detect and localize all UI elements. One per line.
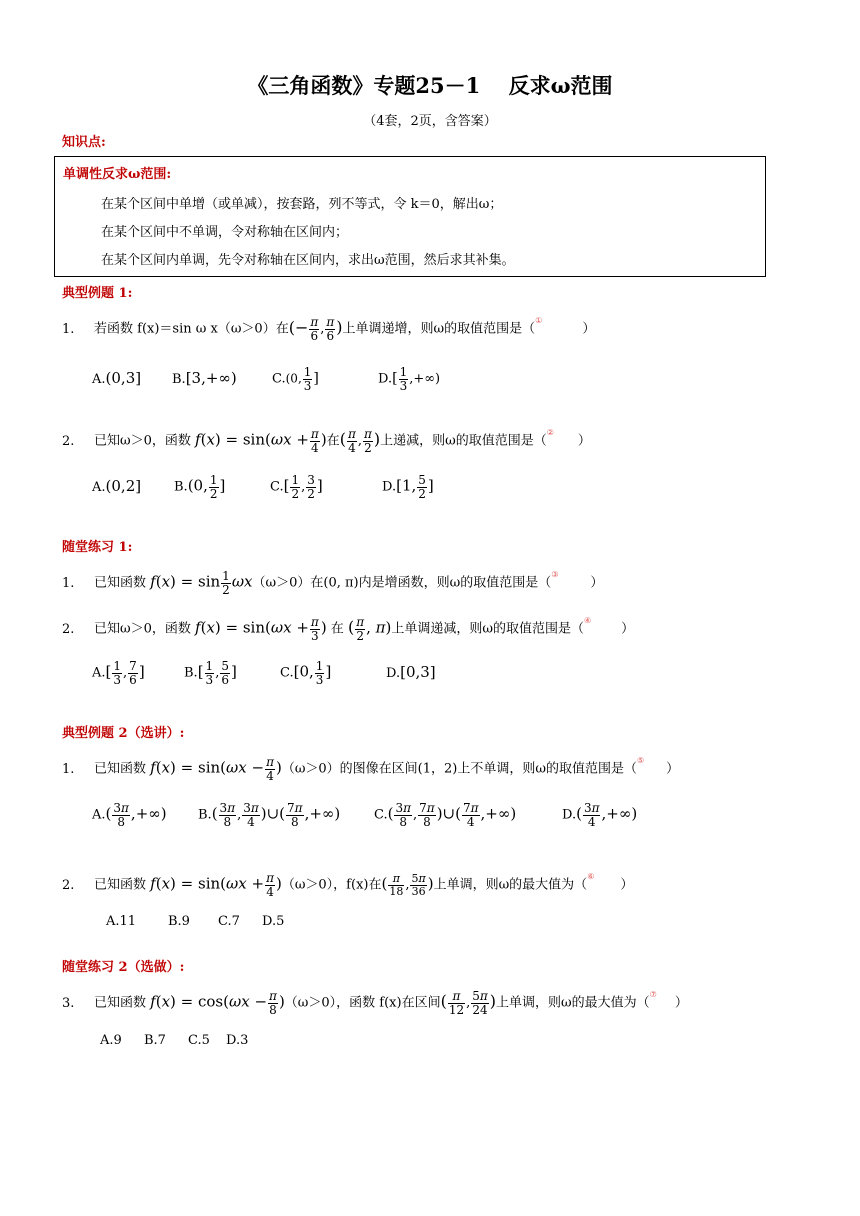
option-label: D. — [386, 665, 401, 681]
option-a: A.9 — [100, 1033, 122, 1048]
option-d-value: [0,3] — [400, 662, 436, 681]
box-line-1: 在某个区间中单增（或单减），按套路，列不等式，令 k＝0，解出ω； — [101, 197, 503, 212]
option-label: D. — [378, 371, 393, 387]
question-pr2-3: 3. 已知函数 f(x) = cos(ωx − $\frac{\pi}{8}$ )（ω＞0），函数 f(x)在区间( $\frac{\pi}{12}$ , $\frac{5\pi}{24}$ )上单调，则ω的最大值为（⑦） — [62, 989, 688, 1017]
section-example-1: 典型例题 1: — [62, 286, 133, 301]
close-paren: ） — [590, 575, 604, 591]
option-d: D.5 — [262, 914, 285, 929]
question-number: 1. — [62, 321, 75, 337]
knowledge-heading: 知识点: — [62, 135, 106, 150]
question-ex1-2: 2. 已知ω＞0，函数 f(x) = sin(ωx + $\frac{\pi}{4}$ )在( $\frac{\pi}{4}$ , $\frac{\pi}{2}$ )上递减，则ω的取值范围是（②） — [62, 427, 591, 455]
close-paren: ） — [621, 621, 635, 637]
question-text-3: 上单调，则ω的最大值为（ — [433, 877, 588, 893]
option-label: D. — [562, 807, 577, 823]
option-a-value: (0,3] — [105, 368, 142, 387]
question-text-2: 上单调递减，则ω的取值范围是（ — [391, 621, 584, 637]
question-number: 2. — [62, 621, 75, 637]
ref-marker: ③ — [551, 570, 559, 579]
option-label: B. — [172, 371, 186, 387]
question-text: 若函数 f(x)＝sin ω x（ω＞0）在 — [94, 321, 289, 337]
knowledge-box — [54, 156, 766, 277]
option-label: C. — [270, 479, 284, 495]
question-text-2: 上单调递增，则ω的取值范围是（ — [342, 321, 536, 337]
option-a-value: (0,2] — [105, 476, 142, 495]
option-label: A. — [92, 807, 106, 823]
box-heading: 单调性反求ω范围: — [63, 167, 172, 182]
options-pr2-3 — [100, 1033, 248, 1048]
option-a: A.11 — [106, 914, 137, 929]
option-d: D.3 — [226, 1033, 249, 1048]
question-number: 2. — [62, 433, 75, 449]
option-c: C.5 — [188, 1033, 210, 1048]
page-subtitle: （4套，2页，含答案） — [363, 114, 497, 129]
question-text: 已知函数 — [94, 995, 147, 1011]
options-ex2-2 — [106, 914, 284, 929]
question-text-2: （ω＞0）的图像在区间(1，2)上不单调，则ω的取值范围是（ — [281, 761, 637, 777]
ref-marker: ⑥ — [587, 872, 595, 881]
close-paren: ） — [674, 995, 688, 1011]
question-text: 已知函数 — [94, 575, 147, 591]
question-ex2-1: 1. 已知函数 f(x) = sin(ωx − $\frac{\pi}{4}$ )（ω＞0）的图像在区间(1，2)上不单调，则ω的取值范围是（⑤） — [62, 755, 680, 783]
option-label: B. — [174, 479, 188, 495]
option-label: D. — [382, 479, 397, 495]
question-text: 已知函数 — [94, 877, 147, 893]
option-label: B. — [198, 807, 212, 823]
question-text-2: 在 — [326, 433, 340, 449]
question-text: 已知ω＞0，函数 — [94, 433, 191, 449]
option-c: C.7 — [218, 914, 240, 929]
option-b-value: [3,+∞) — [185, 368, 237, 387]
question-text: 已知ω＞0，函数 — [94, 621, 191, 637]
question-text-3: 上递减，则ω的取值范围是（ — [380, 433, 547, 449]
option-label: A. — [92, 665, 106, 681]
ref-marker: ② — [546, 428, 554, 437]
close-paren: ） — [666, 761, 680, 777]
section-practice-1: 随堂练习 1: — [62, 540, 133, 555]
option-label: C. — [374, 807, 388, 823]
question-text: 已知函数 — [94, 761, 147, 777]
option-b: B.7 — [144, 1033, 166, 1048]
question-ex2-2: 2. 已知函数 f(x) = sin(ωx + $\frac{\pi}{4}$ )（ω＞0），f(x)在( $\frac{\pi}{18}$ , $\frac{5\pi}{36}$ )上单调，则ω的最大值为（⑥） — [62, 871, 634, 899]
question-number: 1. — [62, 761, 75, 777]
question-text-2: （ω＞0），函数 f(x)在区间 — [284, 995, 441, 1011]
ref-marker: ① — [535, 316, 543, 325]
ref-marker: ④ — [583, 616, 592, 625]
close-paren: ） — [577, 433, 591, 449]
ref-marker: ⑤ — [636, 756, 645, 765]
question-number: 1. — [62, 575, 75, 591]
options-ex1-2: A.(0,2] B.(0, $\frac{1}{2}$ ] C.[ $\frac{1}{2}$ , $\frac{3}{2}$ ] D.[1, $\frac{5}{2}$ ] — [92, 473, 434, 501]
option-label: A. — [92, 479, 106, 495]
option-label: C. — [272, 371, 286, 387]
question-text-2: （ω＞0）在(0, π)内是增函数，则ω的取值范围是（ — [252, 575, 552, 591]
option-label: A. — [92, 371, 106, 387]
section-practice-2: 随堂练习 2（选做）: — [62, 960, 185, 975]
options-ex1-1: A.(0,3] B.[3,+∞) C.(0, $\frac{1}{3}$ ] D.[ $\frac{1}{3}$ ,+∞) — [92, 365, 441, 393]
option-label: C. — [280, 665, 294, 681]
question-ex1-1: 1. 若函数 f(x)＝sin ω x（ω＞0）在(− $\frac{\pi}{6}$ , $\frac{\pi}{6}$ )上单调递增，则ω的取值范围是（①） — [62, 315, 596, 343]
question-text-3: 上单调，则ω的最大值为（ — [496, 995, 650, 1011]
section-example-2: 典型例题 2（选讲）: — [62, 726, 185, 741]
options-ex2-1: A.( $\frac{3\pi}{8}$ ,+∞) B.( $\frac{3\pi}{8}$ , $\frac{3\pi}{4}$ )∪( $\frac{7\pi}{8}$ ,+∞) C.( $\frac{3\pi}{8}$ , $\frac{7\pi}{8}$ )∪( $\frac{7\pi}{4}$ ,+∞) D.( $\frac{3\pi}{4}$ ,+∞) — [92, 801, 638, 829]
options-pr1-2: A.[ $\frac{1}{3}$ , $\frac{7}{6}$ ] B.[ $\frac{1}{3}$ , $\frac{5}{6}$ ] C.[0, $\frac{1}{3}$ ] D.[0,3] — [92, 659, 436, 687]
box-line-2: 在某个区间中不单调，令对称轴在区间内； — [101, 225, 349, 240]
close-paren: ） — [620, 877, 634, 893]
close-paren: ） — [582, 321, 596, 337]
option-b: B.9 — [168, 914, 190, 929]
question-pr1-1: 1. 已知函数 f(x) = sin $\frac{1}{2}$ ωx（ω＞0）在(0, π)内是增函数，则ω的取值范围是（③） — [62, 569, 604, 597]
question-text-2: （ω＞0），f(x)在 — [281, 877, 382, 893]
page-title: 《三角函数》专题25－1 反求ω范围 — [247, 73, 613, 98]
ref-marker: ⑦ — [649, 990, 657, 999]
box-line-3: 在某个区间内单调，先令对称轴在区间内，求出ω范围，然后求其补集。 — [101, 253, 515, 268]
question-pr1-2: 2. 已知ω＞0，函数 f(x) = sin(ωx + $\frac{\pi}{3}$ ) 在 ( $\frac{\pi}{2}$ , π)上单调递减，则ω的取值范围是（④） — [62, 615, 635, 643]
option-label: B. — [184, 665, 198, 681]
question-number: 2. — [62, 877, 75, 893]
question-number: 3. — [62, 995, 75, 1011]
